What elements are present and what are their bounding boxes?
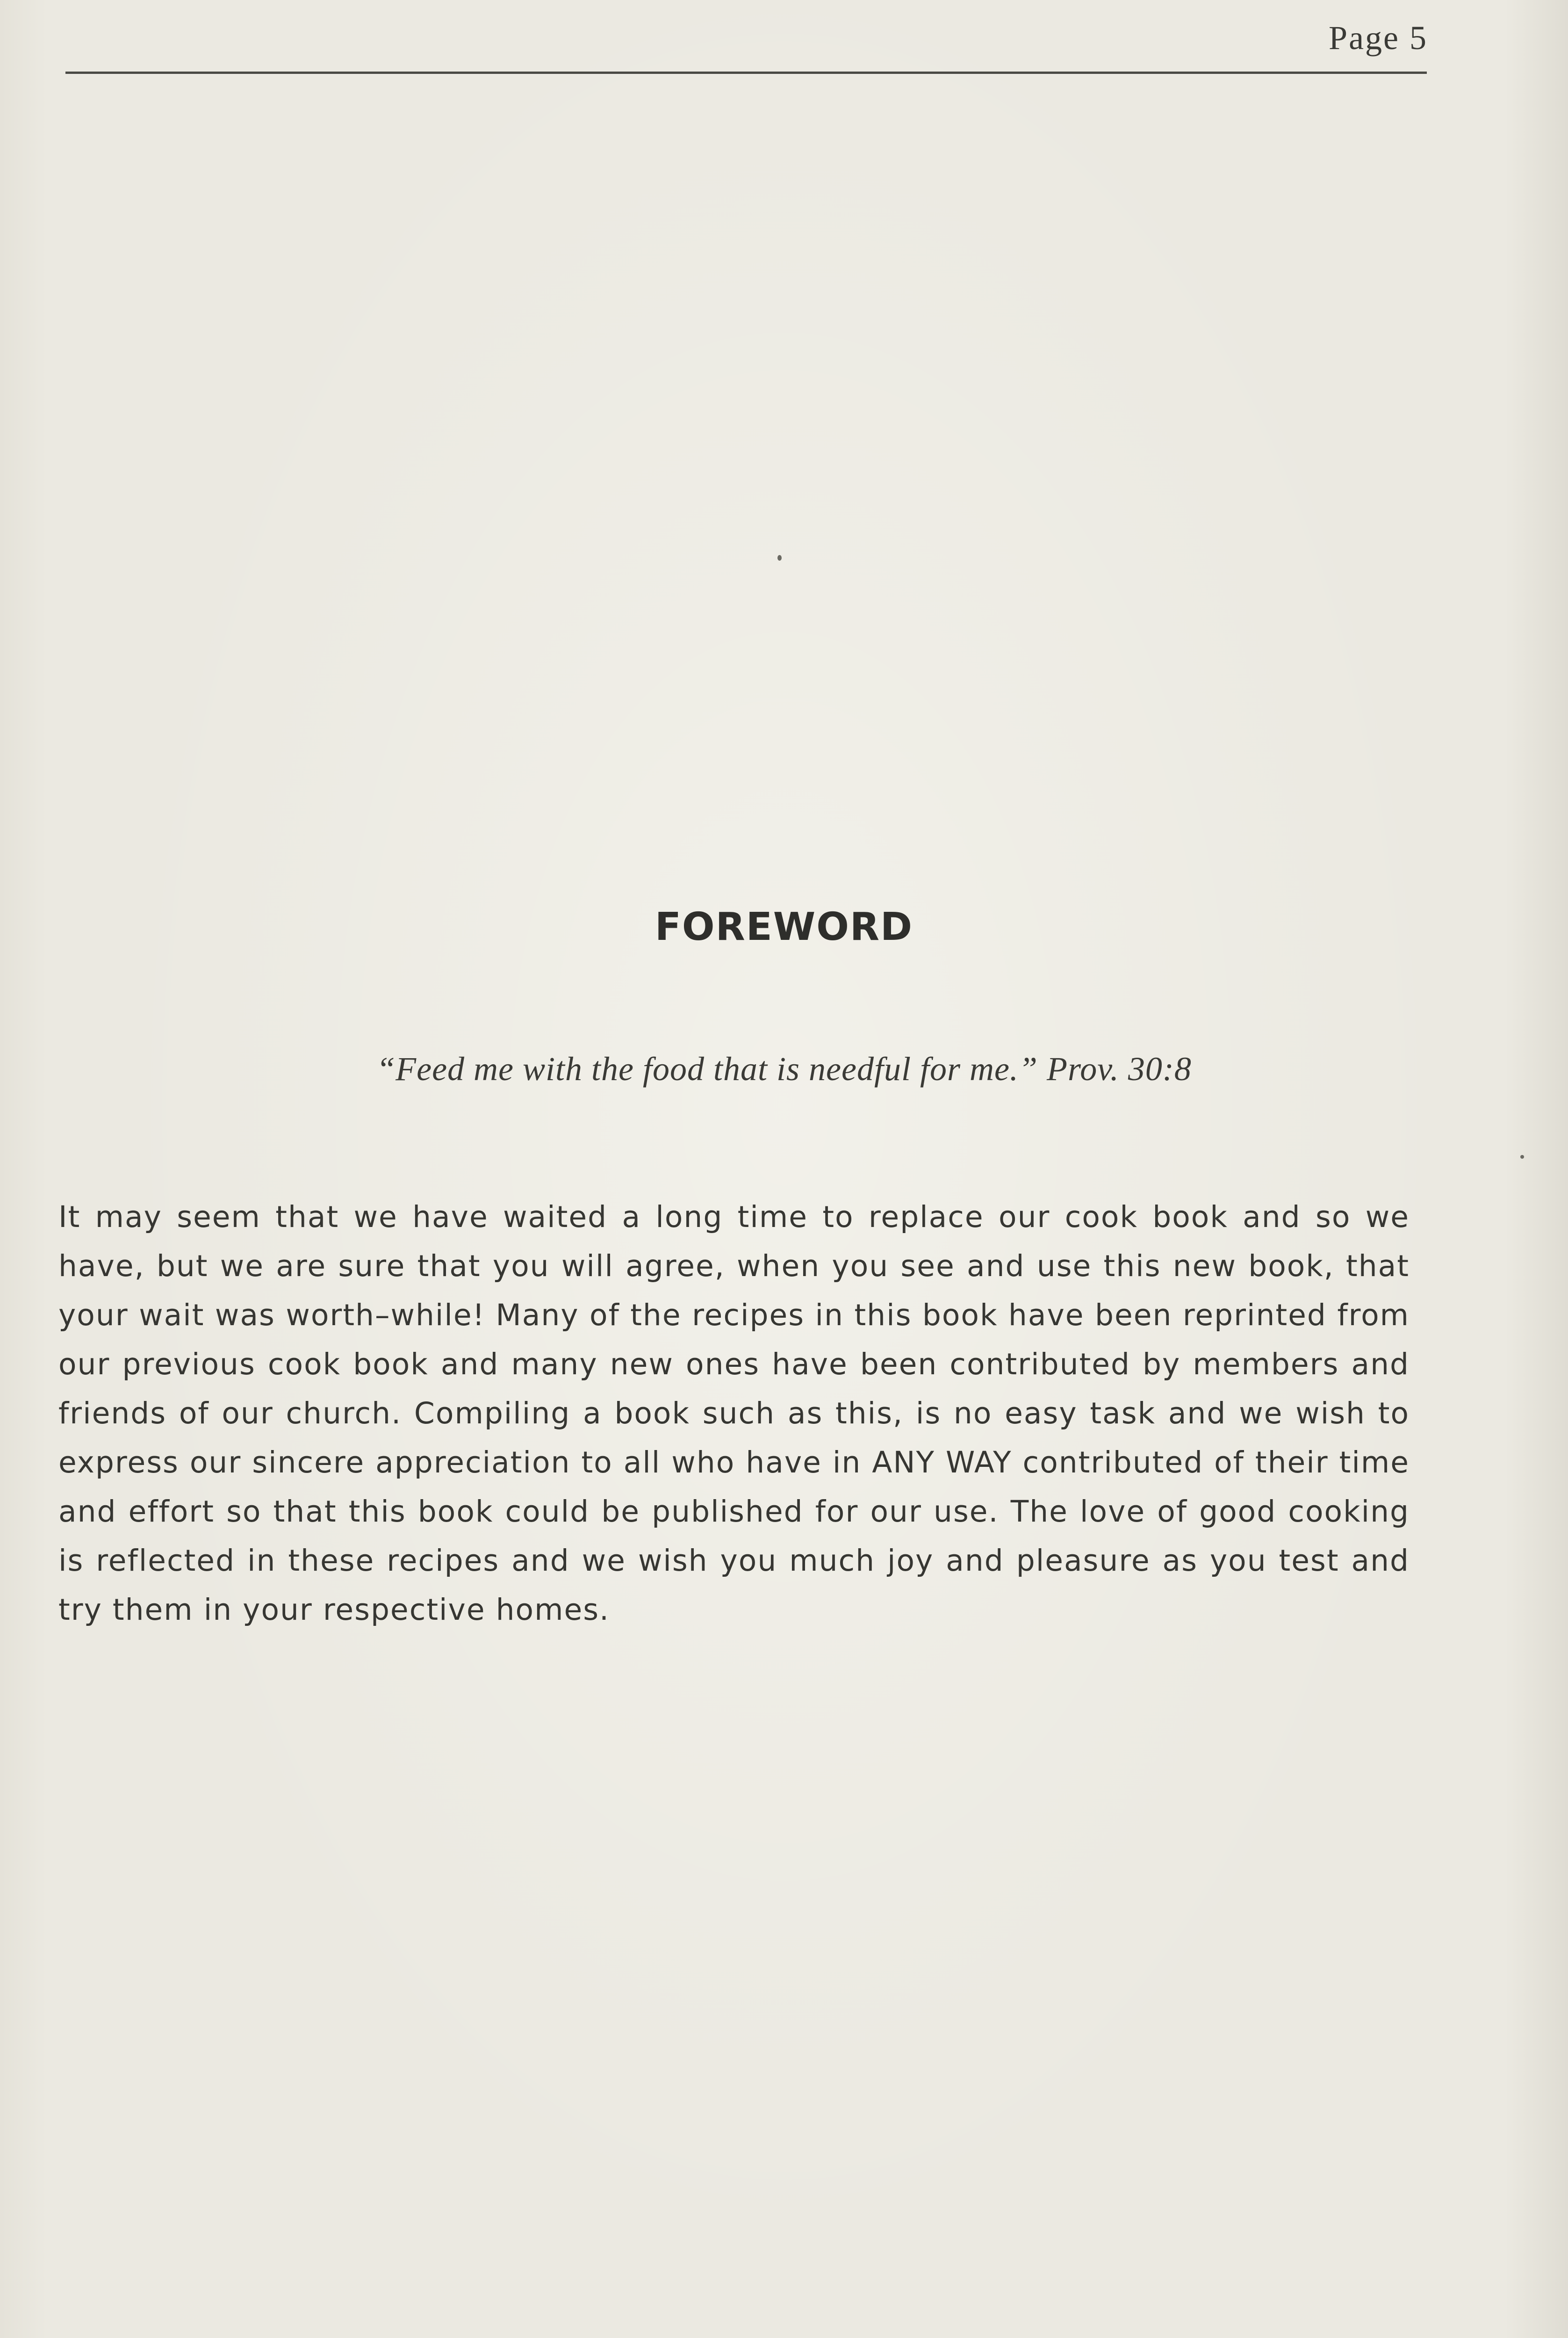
header-rule: [65, 72, 1427, 74]
epigraph-quote: “Feed me with the food that is needful for me.” Prov. 30:8: [376, 1050, 1192, 1088]
page-number: Page 5: [1329, 19, 1428, 57]
ink-speck: [1520, 1155, 1524, 1159]
ink-speck: [777, 555, 782, 561]
page-title: FOREWORD: [655, 905, 913, 949]
foreword-paragraph: It may seem that we have waited a long time to replace our cook book and so we have, but we are sure that you will agree, when you see and use this new book, that your wait was worth–while! Many of the recipes in this book have been reprinted from our previous cook book and many new ones have been contributed by members and friends of our church. Compiling a book such as this, is no easy task and we wish to express our sincere appreciation to all who have in ANY WAY contributed of their time and effort so that this book could be published for our use. The love of good cooking is reflected in these recipes and we wish you much joy and pleasure as you test and try them in your respective homes.: [58, 1200, 1410, 1627]
